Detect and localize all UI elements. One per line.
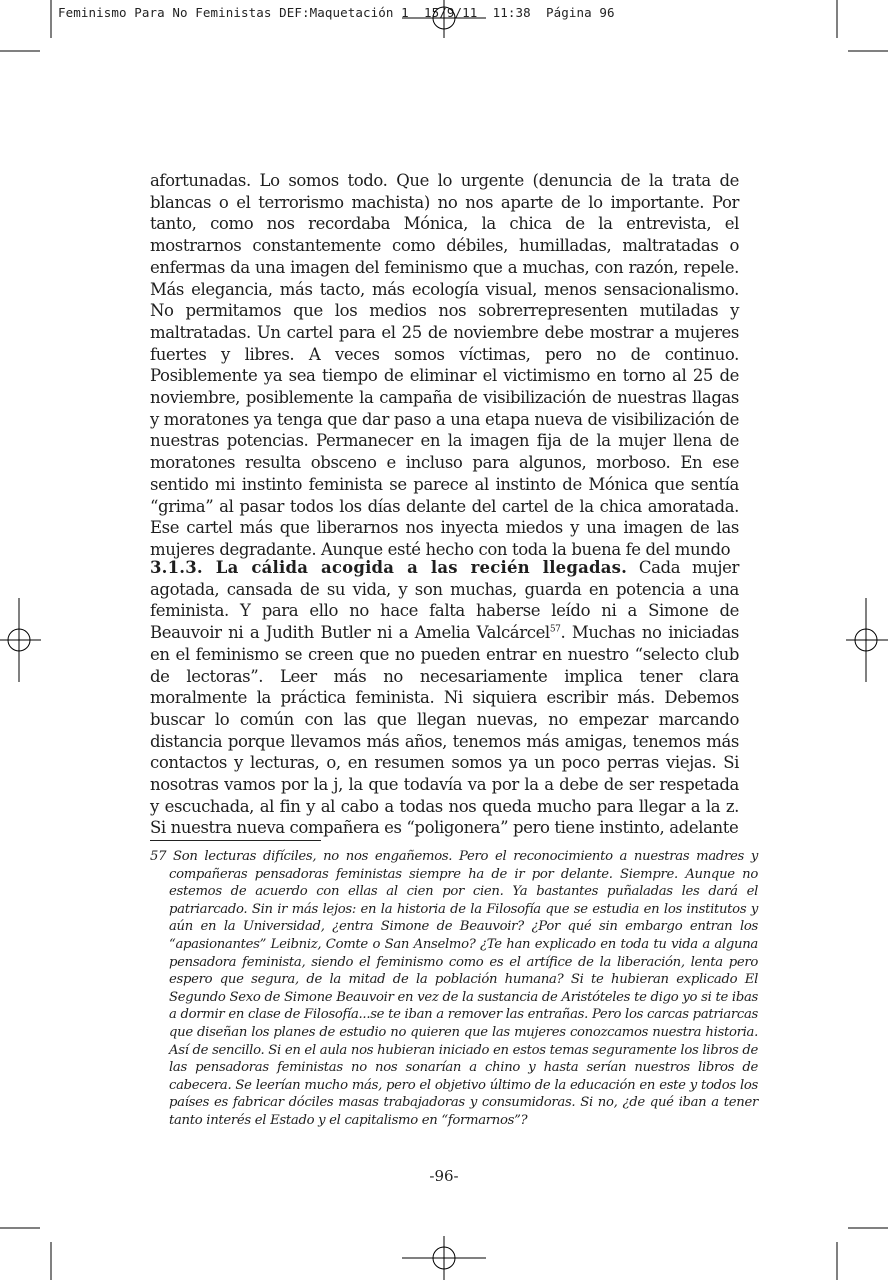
footnote-text: Son lecturas difíciles, no nos engañemos. Pero el reconocimiento a nuestras madres y compañeras pensadoras feministas siempre ha de ir por delante. Siempre. Aunque no estemos de acuerdo con ellas al cien por cien. Ya bastantes puñaladas les dará el patriarcado. Sin ir más lejos: en la historia de la Filosofía que se estudia en los institutos y aún en la Universidad, ¿entra Simone de Beauvoir? ¿Por qué sin embargo entran los “apasionantes” Leibniz, Comte o San Anselmo? ¿Te han explicado en toda tu vida a alguna pensadora feminista, siendo el feminismo como es el artífice de la liberación, lenta pero espero que segura, de la mitad de la población humana? Si te hubieran explicado El Segundo Sexo de Simone Beauvoir en vez de la sustancia de Aristóteles te digo yo si te ibas a dormir en clase de Filosofía...se te iban a remover las entrañas. Pero los carcas patriarcas que diseñan los planes de estudio no quieren que las mujeres conozcamos nuestra historia. Así de sencillo. Si en el aula nos hubieran iniciado en estos temas seguramente los libros de las pensadoras feministas no nos sonarían a chino y hasta serían nuestros libros de cabecera. Se leerían mucho más, pero el objetivo último de la educación en este y todos los países es fabricar dóciles masas trabajadoras y consumidoras. Si no, ¿de qué iban a tener tanto interés el Estado y el capitalismo en “formarnos”? [166, 849, 758, 1128]
section-text-after-note: . Muchas no iniciadas en el feminismo se creen que no pueden entrar en nuestro “selecto club de lectoras”. Leer más no necesariamente implica tener clara moralmente la práctica feminista. Ni siquiera escribir más. Debemos buscar lo común con las que llegan nuevas, no empezar marcando distancia porque llevamos más años, tenemos más amigas, tenemos más contactos y lecturas, o, en resumen somos ya un poco perras viejas. Si nosotras vamos por la j, la que todavía va por la a debe de ser respetada y escuchada, al fin y al cabo a todas nos queda mucho para llegar a la z. Si nuestra nueva compañera es “poligonera” pero tiene instinto, adelante [150, 623, 739, 838]
registration-mark-top [402, 0, 486, 38]
section-paragraph [150, 557, 739, 839]
registration-mark-right [846, 598, 888, 682]
section-text-before-note: Cada mujer agotada, cansada de su vida, y son muchas, guarda en potencia a una feminista. Y para ello no hace falta haberse leído ni a Simone de Beauvoir ni a Judith Butler ni a Amelia Valcárcel [150, 558, 739, 643]
registration-mark-left [0, 598, 41, 682]
page-number: -96- [429, 1167, 459, 1185]
section-heading: 3.1.3. La cálida acogida a las recién llegadas. [150, 558, 628, 577]
footnote-number: 57 [150, 849, 167, 864]
footnote-reference: 57 [549, 624, 561, 635]
footnote [150, 848, 758, 1130]
footnote-separator [150, 840, 321, 841]
body-paragraph: afortunadas. Lo somos todo. Que lo urgente (denuncia de la trata de blancas o el terrorismo machista) no nos aparte de lo importante. Por tanto, como nos recordaba Mónica, la chica de la entrevista, el mostrarnos constantemente como débiles, humilladas, maltratadas o enfermas da una imagen del feminismo que a muchas, con razón, repele. Más elegancia, más tacto, más ecología visual, menos sensacionalismo. No permitamos que los medios nos sobrerrepresenten mutiladas y maltratadas. Un cartel para el 25 de noviembre debe mostrar a mujeres fuertes y libres. A veces somos víctimas, pero no de continuo. Posiblemente ya sea tiempo de eliminar el victimismo en torno al 25 de noviembre, posiblemente la campaña de visibilización de nuestras llagas y moratones ya tenga que dar paso a una etapa nueva de visibilización de nuestras potencias. Permanecer en la imagen fija de la mujer llena de moratones resulta obsceno e incluso para algunos, morboso. En ese sentido mi instinto feminista se parece al instinto de Mónica que sentía “grima” al pasar todos los días delante del cartel de la chica amoratada. Ese cartel más que liberarnos nos inyecta miedos y una imagen de las mujeres degradante. Aunque esté hecho con toda la buena fe del mundo [150, 171, 739, 559]
print-slug-line: Feminismo Para No Feministas DEF:Maquetación 1 15/9/11 11:38 Página 96 [58, 5, 615, 20]
registration-mark-bottom [402, 1236, 486, 1280]
